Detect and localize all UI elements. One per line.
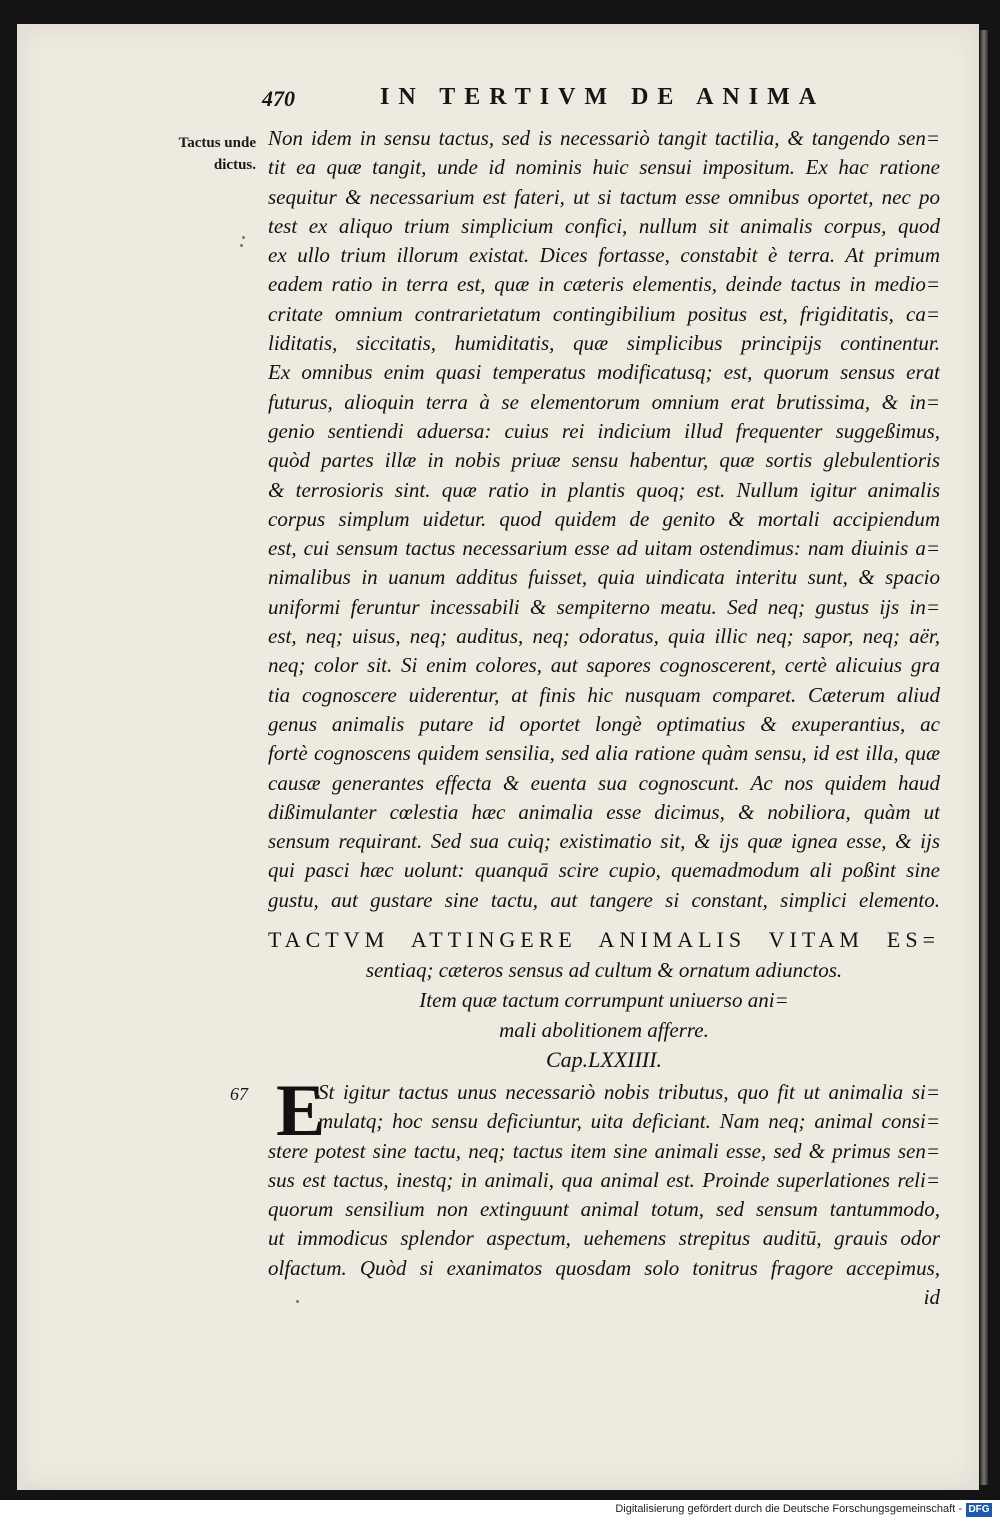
text-line: qui pasci hæc uolunt: quanquā scire cupio, quemadmodum ali poßint sine <box>268 858 940 883</box>
text-line: quorum sensilium non extinguunt animal totum, sed sensum tantummodo, <box>268 1197 940 1222</box>
text-line: genio sentiendi aduersa: cuius rei indicium illud frequenter suggeßimus, <box>268 418 940 443</box>
funding-credit: Digitalisierung gefördert durch die Deutsche Forschungsgemeinschaft - <box>615 1503 962 1515</box>
footer-bar <box>0 1500 1000 1521</box>
text-line: gustu, aut gustare sine tactu, aut tangere si constant, simplici elemento. <box>268 887 940 912</box>
text-line: corpus simplum uidetur. quod quidem de genito & mortali accipiendum <box>268 506 940 531</box>
text-line: quòd partes illæ in nobis priuæ sensu habentur, quæ sortis glebulentioris <box>268 448 940 473</box>
text-line: mulatq; hoc sensu deficiuntur, uita deficiant. Nam neq; animal consi= <box>318 1109 940 1134</box>
chapter-title-line: sentiaq; cæteros sensus ad cultum & ornatum adiunctos. <box>365 958 843 982</box>
section-number: 67 <box>230 1084 248 1104</box>
text-line: eadem ratio in terra est, quæ in cæteris elementis, deinde tactus in medio= <box>268 272 940 297</box>
chapter-number: Cap.LXXIIII. <box>545 1047 663 1072</box>
text-line: stere potest sine tactu, neq; tactus item sine animali esse, sed & primus sen= <box>268 1138 940 1163</box>
text-line: & terrosioris sint. quæ ratio in plantis quoq; est. Nullum igitur animalis <box>268 477 940 502</box>
margin-note <box>152 132 256 176</box>
text-line: causæ generantes effecta & euenta sua cognoscunt. Ac nos quidem haud <box>268 770 940 795</box>
text-line: sensum requirant. Sed sua cuiq; existimatio sit, & ijs quæ ignea esse, & ijs <box>268 829 940 854</box>
text-line: ut immodicus splendor aspectum, uehemens strepitus auditū, grauis odor <box>268 1226 940 1251</box>
chapter-title-line: mali abolitionem afferre. <box>499 1018 709 1042</box>
text-line: tit ea quæ tangit, unde id nominis huic sensui impositum. Ex hac ratione <box>268 155 940 180</box>
text-line: nimalibus in uanum additus fuisset, quia uindicata interitu sunt, & spacio <box>268 565 940 590</box>
text-line: neq; color sit. Si enim colores, aut sapores cognoscerent, certè alicuius gra <box>268 653 940 678</box>
text-line: olfactum. Quòd si exanimatos quosdam solo tonitrus fragore accepimus, <box>268 1255 940 1280</box>
paragraph-1 <box>268 124 940 915</box>
text-line: dißimulanter cœlestia hæc animalia esse dicimus, & nobiliora, quàm ut <box>268 799 940 824</box>
page-number: 470 <box>262 86 295 111</box>
text-line: test ex aliquo trium simplicium confici, nullum sit animalis corpus, quod <box>268 213 940 238</box>
margin-note-line: dictus. <box>213 157 256 173</box>
paragraph-2 <box>268 1070 940 1312</box>
text-line: tia cognoscere uiderentur, at finis hic nusquam comparet. Cæterum aliud <box>268 682 940 707</box>
text-line: est, neq; uisus, neq; auditus, neq; odoratus, quia illic neq; sapor, neq; aër, <box>268 624 940 649</box>
text-line: est, cui sensum tactus necessarium esse ad uitam ostendimus: nam diuinis a= <box>268 536 940 561</box>
text-line: ex ullo trium illorum existat. Dices fortasse, constabit è terra. At primum <box>268 243 940 268</box>
text-line: Ex omnibus enim quasi temperatus modificatusq; est, quorum sensus erat <box>268 360 940 385</box>
drop-cap: E <box>276 1070 326 1152</box>
chapter-title-line: Item quæ tactum corrumpunt uniuerso ani= <box>419 988 789 1012</box>
chapter-heading <box>268 925 940 1075</box>
ink-spot <box>242 236 245 239</box>
text-line: uniformi feruntur incessabili & sempiterno meatu. Sed neq; gustus ijs in= <box>268 594 940 619</box>
margin-note-line: Tactus unde <box>178 135 256 151</box>
text-line: sus est tactus, inestq; in animali, qua animal est. Proinde superlationes reli= <box>268 1167 940 1192</box>
text-line: liditatis, siccitatis, humiditatis, quæ simplicibus principijs continentur. <box>268 331 940 356</box>
text-line: genus animalis putare id oportet longè optimatius & exuperantius, ac <box>268 711 940 736</box>
dfg-logo: DFG <box>966 1503 992 1517</box>
page-edge <box>980 30 988 1485</box>
text-line: sequitur & necessarium est fateri, ut si tactum esse omnibus oportet, nec po <box>268 184 940 209</box>
ink-spot <box>240 244 243 247</box>
text-line: futurus, alioquin terra à se elementorum omnium erat brutissima, & in= <box>268 389 940 414</box>
chapter-title-line: TACTVM ATTINGERE ANIMALIS VITAM ES= <box>268 927 940 952</box>
text-line: Non idem in sensu tactus, sed is necessariò tangit tactilia, & tangendo sen= <box>268 126 940 150</box>
text-line: critate omnium contrarietatum contingibilium positus est, frigiditatis, ca= <box>268 301 940 326</box>
running-title: IN TERTIVM DE ANIMA <box>380 84 826 110</box>
catchword: id <box>923 1285 940 1310</box>
text-line: St igitur tactus unus necessariò nobis tributus, quo fit ut animalia si= <box>318 1080 940 1104</box>
page-header <box>262 86 862 116</box>
text-line: fortè cognoscens quidem sensilia, sed alia ratione quàm sensu, id est illa, quæ <box>268 741 940 766</box>
